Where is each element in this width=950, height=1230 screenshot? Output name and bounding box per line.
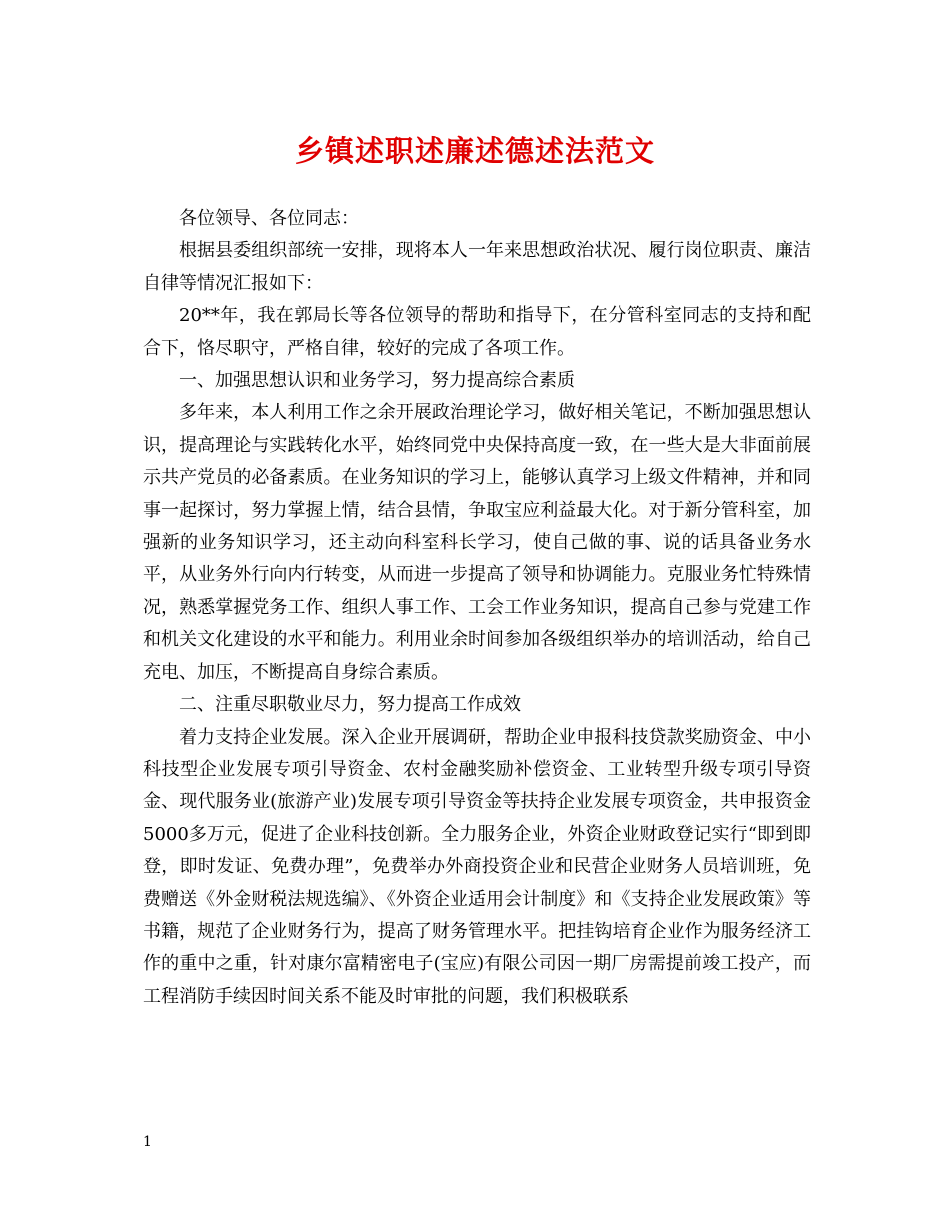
paragraph-salutation: 各位领导、各位同志：: [179, 208, 359, 229]
section-heading-2: 二、注重尽职敬业尽力，努力提高工作成效: [179, 694, 521, 716]
section-heading-1: 一、加强思想认识和业务学习，努力提高综合素质: [179, 370, 575, 392]
paragraph-enterprise-support: 着力支持企业发展。深入企业开展调研，帮助企业申报科技贷款奖励资金、中小科技型企业发展专项引导资金、农村金融奖励补偿资金、工业转型升级专项引导资金、现代服务业(旅游产业)发展专项引导资金等扶持企业发展专项资金，共申报资金5000多万元，促进了企业科技创新。全力服务企业，外资企业财政登记实行“即到即登，即时发证、免费办理”，免费举办外商投资企业和民营企业财务人员培训班，免费赠送《外金财税法规选编》、《外资企业适用会计制度》和《支持企业发展政策》等书籍，规范了企业财务行为，提高了财务管理水平。把挂钩培育企业作为服务经济工作的重中之重，针对康尔富精密电子(宝应)有限公司因一期厂房需提前竣工投产，而工程消防手续因时间关系不能及时审批的问题，我们积极联系: [143, 726, 811, 1007]
paragraph-study: 多年来，本人利用工作之余开展政治理论学习，做好相关笔记，不断加强思想认识，提高理论与实践转化水平，始终同党中央保持高度一致，在一些大是大非面前展示共产党员的必备素质。在业务知识的学习上，能够认真学习上级文件精神，并和同事一起探讨，努力掌握上情，结合县情，争取宝应利益最大化。对于新分管科室，加强新的业务知识学习，还主动向科室科长学习，使自己做的事、说的话具备业务水平，从业务外行向内行转变，从而进一步提高了领导和协调能力。克服业务忙特殊情况，熟悉掌握党务工作、组织人事工作、工会工作业务知识，提高自己参与党建工作和机关文化建设的水平和能力。利用业余时间参加各级组织举办的培训活动，给自己充电、加压，不断提高自身综合素质。: [143, 402, 811, 683]
page-number: 1: [143, 1134, 152, 1150]
document-title: 乡镇述职述廉述德述法范文: [294, 134, 655, 168]
document-body: [143, 203, 811, 1013]
paragraph-intro: 根据县委组织部统一安排，现将本人一年来思想政治状况、履行岗位职责、廉洁自律等情况汇报如下：: [143, 240, 811, 294]
paragraph-summary: 20**年，我在郭局长等各位领导的帮助和指导下，在分管科室同志的支持和配合下，恪尽职守，严格自律，较好的完成了各项工作。: [143, 305, 811, 359]
